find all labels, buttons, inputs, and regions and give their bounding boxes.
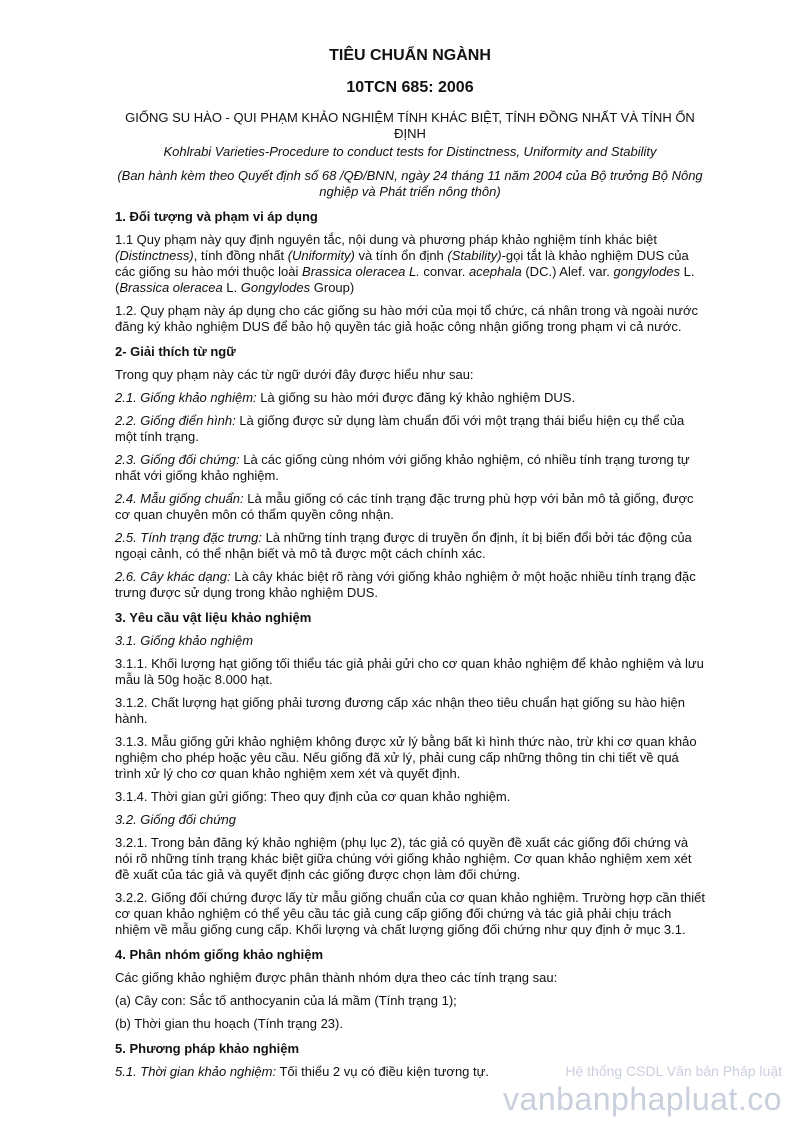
paragraph-3-1-1: 3.1.1. Khối lượng hạt giống tối thiểu tác giả phải gửi cho cơ quan khảo nghiệm để khảo nghiệm và lưu mẫu là 50g hoặc 8.000 hạt. [115, 656, 704, 687]
section-1-heading: 1. Đối tượng và phạm vi áp dụng [115, 209, 318, 224]
section-5-heading: 5. Phương pháp khảo nghiệm [115, 1041, 300, 1056]
definition-2-4: 2.4. Mẫu giống chuẩn: Là mẫu giống có các tính trạng đặc trưng phù hợp với bản mô tả giống, được cơ quan chuyên môn có thẩm quyền công nhận. [115, 491, 694, 522]
document-subtitle: GIỐNG SU HÀO - QUI PHẠM KHẢO NGHIỆM TÍNH KHÁC BIỆT, TÍNH ĐỒNG NHẤT VÀ TÍNH ỔN ĐỊNH [125, 110, 695, 141]
section-2-heading: 2- Giải thích từ ngữ [115, 344, 236, 359]
section-1-2-paragraph: 1.2. Quy phạm này áp dụng cho các giống su hào mới của mọi tổ chức, cá nhân trong và ngoài nước đăng ký khảo nghiệm DUS để bảo hộ quyền tác giả hoặc công nhận giống trong phạm vi cả nước. [115, 303, 698, 334]
paragraph-3-1-2: 3.1.2. Chất lượng hạt giống phải tương đương cấp xác nhận theo tiêu chuẩn hạt giống su hào hiện hành. [115, 695, 685, 726]
paragraph-3-1-3: 3.1.3. Mẫu giống gửi khảo nghiệm không được xử lý bằng bất kì hình thức nào, trừ khi cơ quan khảo nghiệm cho phép hoặc yêu cầu. Nếu giống đã xử lý, phải cung cấp những thông tin chi tiết về quá trình xử lý cho cơ quan khảo nghiệm xem xét và quyết định. [115, 734, 697, 781]
grouping-criterion-a: (a) Cây con: Sắc tố anthocyanin của lá mầm (Tính trạng 1); [115, 993, 457, 1008]
standard-code: 10TCN 685: 2006 [346, 79, 474, 96]
definition-2-5: 2.5. Tính trạng đặc trưng: Là những tính trạng được di truyền ổn định, ít bị biến đổi bởi tác động của ngoại cảnh, có thể nhận biết và mô tả được một cách chính xác. [115, 530, 692, 561]
document-title: TIÊU CHUẨN NGÀNH [329, 47, 491, 64]
watermark-site: vanbanphapluat.co [503, 1081, 782, 1117]
section-3-2-subheading: 3.2. Giống đối chứng [115, 812, 236, 827]
paragraph-3-2-1: 3.2.1. Trong bản đăng ký khảo nghiệm (phụ lục 2), tác giả có quyền đề xuất các giống đối chứng và nói rõ những tính trạng khác biệt giữa chúng với giống khảo nghiệm. Cơ quan khảo nghiệm xem xét đề xuất của tác giả và quyết định các giống được chọn làm đối chứng. [115, 835, 692, 882]
issuance-note: (Ban hành kèm theo Quyết định số 68 /QĐ/BNN, ngày 24 tháng 11 năm 2004 của Bộ trưởng Bộ Nông nghiệp và Phát triển nông thôn) [117, 168, 703, 199]
definition-2-6: 2.6. Cây khác dạng: Là cây khác biệt rõ ràng với giống khảo nghiệm ở một hoặc nhiều tính trạng đặc trưng được sử dụng trong khảo nghiệm DUS. [115, 569, 696, 600]
section-3-1-subheading: 3.1. Giống khảo nghiệm [115, 633, 254, 648]
section-4-heading: 4. Phân nhóm giống khảo nghiệm [115, 947, 324, 962]
document-page [115, 40, 705, 1080]
definition-2-1: 2.1. Giống khảo nghiệm: Là giống su hào mới được đăng ký khảo nghiệm DUS. [115, 390, 576, 405]
section-3-heading: 3. Yêu cầu vật liệu khảo nghiệm [115, 610, 312, 625]
section-4-intro: Các giống khảo nghiệm được phân thành nhóm dựa theo các tính trạng sau: [115, 970, 558, 985]
paragraph-3-2-2: 3.2.2. Giống đối chứng được lấy từ mẫu giống chuẩn của cơ quan khảo nghiệm. Trường hợp cần thiết cơ quan khảo nghiệm có thể yêu cầu tác giả cung cấp giống đối chứng và tác giả phải chịu trách nhiệm về mẫu giống cung cấp. Khối lượng và chất lượng giống đối chứng như quy định ở mục 3.1. [115, 890, 705, 937]
grouping-criterion-b: (b) Thời gian thu hoạch (Tính trạng 23). [115, 1016, 343, 1031]
paragraph-3-1-4: 3.1.4. Thời gian gửi giống: Theo quy định của cơ quan khảo nghiệm. [115, 789, 511, 804]
definition-2-3: 2.3. Giống đối chứng: Là các giống cùng nhóm với giống khảo nghiệm, có nhiều tính trạng tương tự nhất với giống khảo nghiệm. [115, 452, 690, 483]
section-2-intro: Trong quy phạm này các từ ngữ dưới đây được hiểu như sau: [115, 367, 474, 382]
definition-2-2: 2.2. Giống điển hình: Là giống được sử dụng làm chuẩn đối với một trạng thái biểu hiện cụ thể của một tính trạng. [115, 413, 685, 444]
paragraph-5-1: 5.1. Thời gian khảo nghiệm: Tối thiểu 2 vụ có điều kiện tương tự. [115, 1064, 489, 1079]
document-subtitle-english: Kohlrabi Varieties-Procedure to conduct tests for Distinctness, Uniformity and Stability [163, 144, 657, 159]
watermark-caption: Hệ thống CSDL Văn bản Pháp luật [565, 1063, 782, 1079]
section-1-1-paragraph: 1.1 Quy phạm này quy định nguyên tắc, nội dung và phương pháp khảo nghiệm tính khác biệt (Distinctness), tính đồng nhất (Uniformity) và tính ổn định (Stability)-gọi tắt là khảo nghiệm DUS của các giống su hào mới thuộc loài Brassica oleracea L. convar. acephala (DC.) Alef. var. gongylodes L. (Brassica oleracea L. Gongylodes Group) [115, 232, 695, 295]
